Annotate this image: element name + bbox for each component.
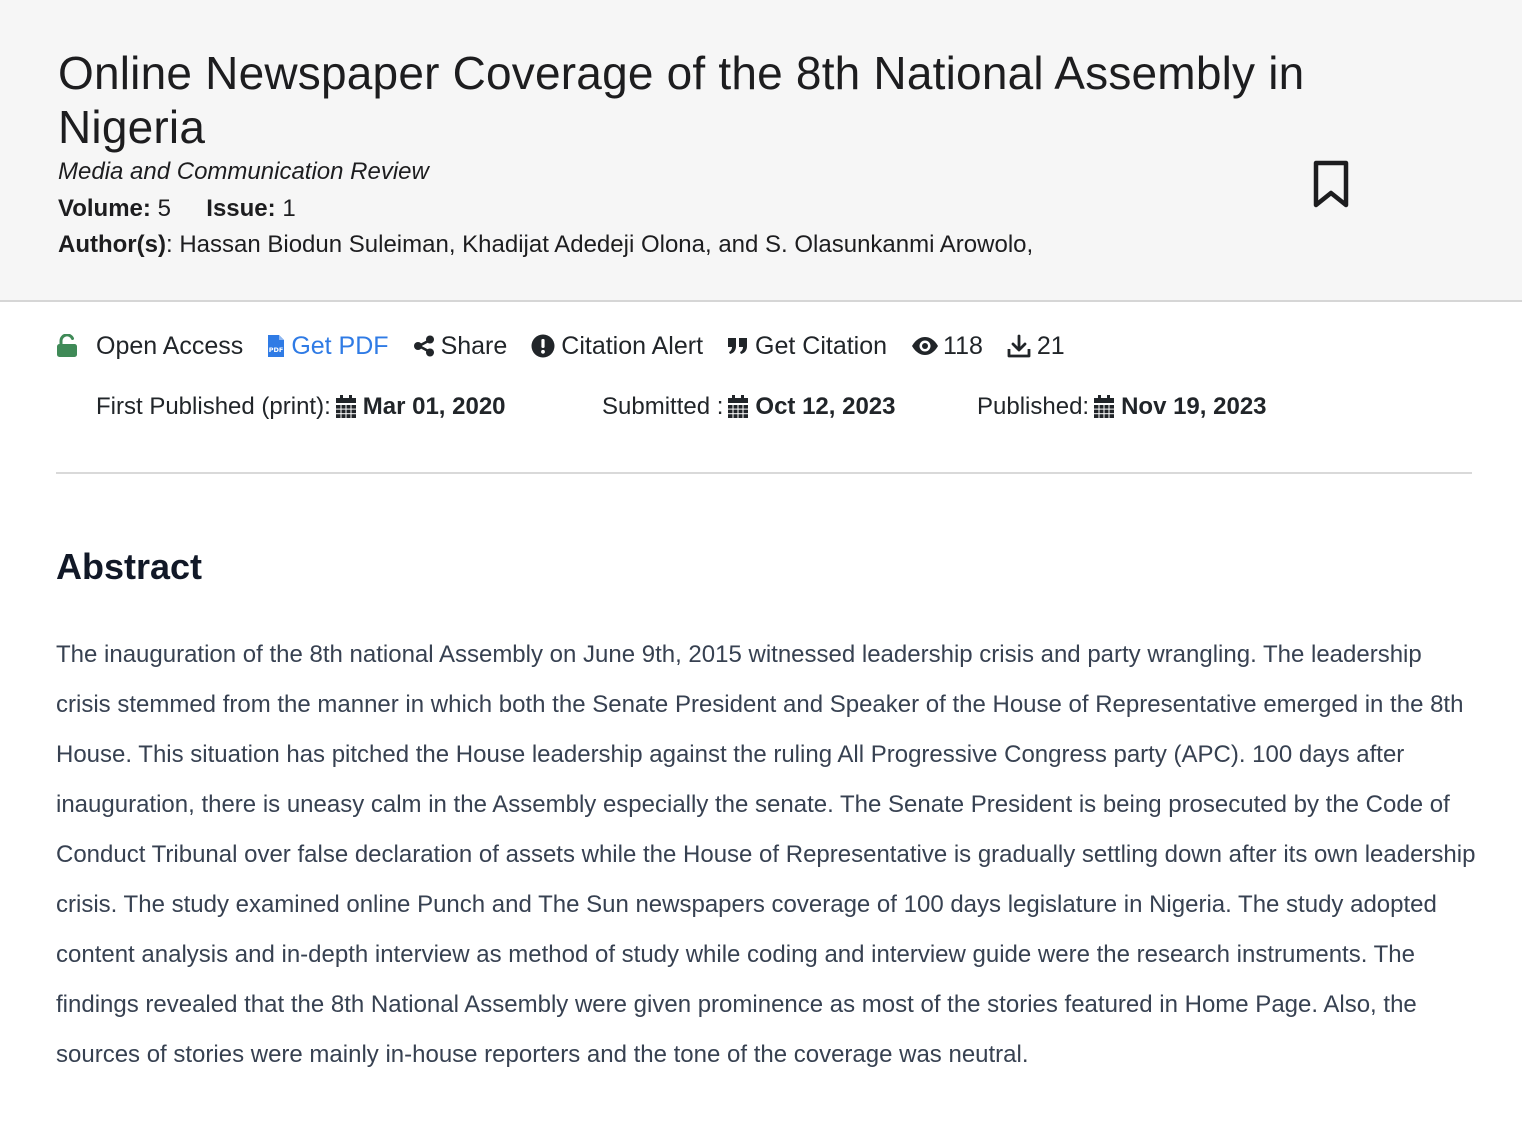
abstract-text: The inauguration of the 8th national Assembly on June 9th, 2015 witnessed leadership crisis and party wrangling. The leadership crisis stemmed from the manner in which both the Senate President and Speaker of the House of Representative emerged in the 8th House. This situation has pitched the House leadership against the ruling All Progressive Congress party (APC). 100 days after inauguration, there is uneasy calm in the Assembly especially the senate. The Senate President is being prosecuted by the Code of Conduct Tribunal over false declaration of assets while the House of Representative is gradually settling down after its own leadership crisis. The study examined online Punch and The Sun newspapers coverage of 100 days legislature in Nigeria. The study adopted content analysis and in-depth interview as method of study while coding and interview guide were the research instruments. The findings revealed that the 8th National Assembly were given prominence as most of the stories featured in Home Page. Also, the sources of stories were mainly in-house reporters and the tone of the coverage was neutral. xyxy=(56,641,1476,1068)
issue-value: 1 xyxy=(282,195,296,222)
published-label: Published: xyxy=(977,393,1090,420)
journal-name: Media and Communication Review xyxy=(58,158,429,185)
views-value: 118 xyxy=(943,331,983,360)
share-icon xyxy=(413,335,435,357)
authors-line xyxy=(58,231,1033,259)
share-button[interactable] xyxy=(413,332,508,361)
citation-alert-button[interactable] xyxy=(531,332,703,361)
views-count xyxy=(911,332,983,361)
published-date xyxy=(977,390,1267,424)
volume-value: 5 xyxy=(157,195,171,222)
submitted-value: Oct 12, 2023 xyxy=(755,393,896,420)
get-citation-label: Get Citation xyxy=(755,331,888,360)
volume-issue-line xyxy=(58,195,296,223)
issue-label: Issue: xyxy=(206,195,276,222)
article-header xyxy=(0,0,1522,302)
downloads-value: 21 xyxy=(1036,331,1065,360)
share-label: Share xyxy=(440,331,508,360)
first-published-date xyxy=(96,390,506,424)
citation-alert-label: Citation Alert xyxy=(561,331,704,360)
authors-value: : Hassan Biodun Suleiman, Khadijat Adedeji Olona, and S. Olasunkanmi Arowolo, xyxy=(165,231,1034,258)
svg-text:PDF: PDF xyxy=(269,346,284,354)
authors-label: Author(s) xyxy=(58,231,166,258)
bookmark-icon xyxy=(1312,160,1350,208)
calendar-icon xyxy=(727,395,749,419)
calendar-icon xyxy=(1093,395,1115,419)
open-access-indicator xyxy=(56,332,243,361)
get-citation-button[interactable] xyxy=(727,332,887,361)
quote-icon xyxy=(727,336,749,356)
article-title: Online Newspaper Coverage of the 8th National Assembly in Nigeria xyxy=(58,47,1305,153)
submitted-date xyxy=(602,390,896,424)
get-pdf-label: Get PDF xyxy=(291,331,389,360)
unlock-icon xyxy=(56,334,78,358)
article-actions-bar xyxy=(56,328,1065,364)
abstract-heading: Abstract xyxy=(56,546,203,587)
calendar-icon xyxy=(335,395,357,419)
first-published-value: Mar 01, 2020 xyxy=(362,393,506,420)
bookmark-button[interactable] xyxy=(1312,160,1350,208)
published-value: Nov 19, 2023 xyxy=(1121,393,1267,420)
downloads-count xyxy=(1007,332,1065,361)
submitted-label: Submitted : xyxy=(602,393,724,420)
pdf-file-icon xyxy=(267,334,285,358)
eye-icon xyxy=(911,336,939,356)
get-pdf-link[interactable] xyxy=(267,332,388,361)
exclamation-circle-icon xyxy=(531,334,555,358)
first-published-label: First Published (print): xyxy=(96,393,331,420)
volume-label: Volume: xyxy=(58,195,151,222)
open-access-label: Open Access xyxy=(96,331,244,360)
section-divider xyxy=(56,472,1472,474)
download-icon xyxy=(1007,334,1031,358)
